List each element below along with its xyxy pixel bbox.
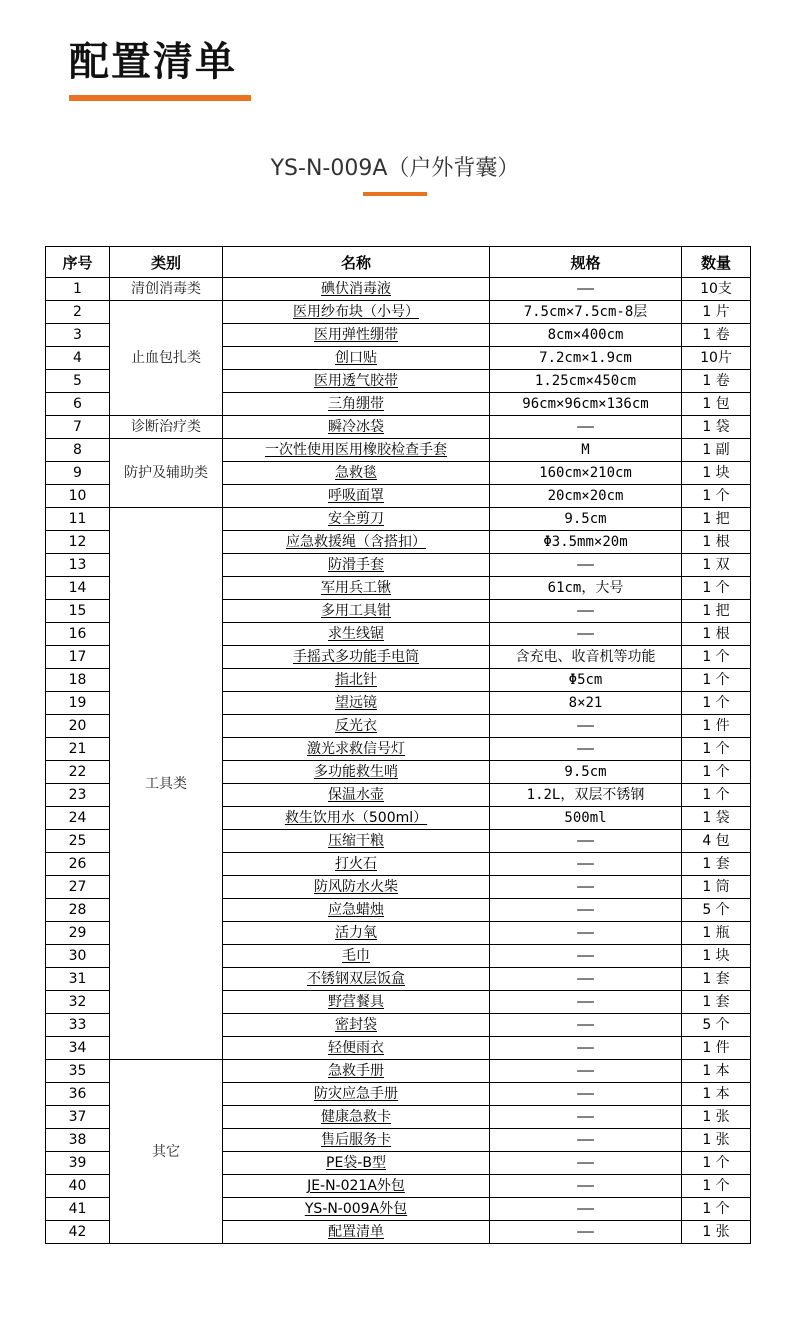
- item-spec: 7.5cm×7.5cm-8层: [490, 301, 682, 324]
- item-name: 多功能救生哨: [223, 761, 490, 784]
- item-quantity: 1 袋: [682, 416, 751, 439]
- item-quantity: 10支: [682, 278, 751, 301]
- row-index: 40: [46, 1175, 110, 1198]
- item-name: 防灾应急手册: [223, 1083, 490, 1106]
- item-name: 医用纱布块（小号）: [223, 301, 490, 324]
- item-spec: ——: [490, 416, 682, 439]
- item-name: 安全剪刀: [223, 508, 490, 531]
- row-index: 2: [46, 301, 110, 324]
- item-quantity: 1 卷: [682, 370, 751, 393]
- item-spec: 8×21: [490, 692, 682, 715]
- row-index: 34: [46, 1037, 110, 1060]
- table-row: [46, 301, 751, 324]
- item-spec: ——: [490, 830, 682, 853]
- row-index: 12: [46, 531, 110, 554]
- item-name: 呼吸面罩: [223, 485, 490, 508]
- item-name: 创口贴: [223, 347, 490, 370]
- item-spec: ——: [490, 876, 682, 899]
- row-index: 42: [46, 1221, 110, 1244]
- item-quantity: 1 包: [682, 393, 751, 416]
- item-spec: ——: [490, 623, 682, 646]
- item-quantity: 1 把: [682, 600, 751, 623]
- row-index: 36: [46, 1083, 110, 1106]
- item-quantity: 1 瓶: [682, 922, 751, 945]
- category-cell: 清创消毒类: [110, 278, 223, 301]
- item-name: 应急蜡烛: [223, 899, 490, 922]
- item-quantity: 1 个: [682, 738, 751, 761]
- table-row: [46, 508, 751, 531]
- item-name: 求生线锯: [223, 623, 490, 646]
- row-index: 14: [46, 577, 110, 600]
- product-subtitle: YS-N-009A（户外背囊）: [270, 156, 520, 181]
- row-index: 28: [46, 899, 110, 922]
- item-quantity: 1 本: [682, 1060, 751, 1083]
- item-quantity: 5 个: [682, 899, 751, 922]
- row-index: 33: [46, 1014, 110, 1037]
- item-name: 健康急救卡: [223, 1106, 490, 1129]
- item-quantity: 1 个: [682, 669, 751, 692]
- item-quantity: 1 个: [682, 784, 751, 807]
- item-name: 医用透气胶带: [223, 370, 490, 393]
- item-quantity: 1 张: [682, 1106, 751, 1129]
- header-name: 名称: [223, 247, 490, 278]
- item-name: 应急救援绳（含搭扣）: [223, 531, 490, 554]
- header-spec: 规格: [490, 247, 682, 278]
- item-spec: 8cm×400cm: [490, 324, 682, 347]
- item-spec: ——: [490, 991, 682, 1014]
- item-quantity: 1 个: [682, 761, 751, 784]
- row-index: 3: [46, 324, 110, 347]
- item-name: 打火石: [223, 853, 490, 876]
- item-spec: 500ml: [490, 807, 682, 830]
- item-name: 急救手册: [223, 1060, 490, 1083]
- item-name: 活力氧: [223, 922, 490, 945]
- subtitle-underline: [363, 192, 427, 196]
- item-name: 指北针: [223, 669, 490, 692]
- row-index: 26: [46, 853, 110, 876]
- row-index: 17: [46, 646, 110, 669]
- row-index: 11: [46, 508, 110, 531]
- item-spec: 20cm×20cm: [490, 485, 682, 508]
- item-quantity: 1 袋: [682, 807, 751, 830]
- table-row: [46, 416, 751, 439]
- item-quantity: 10片: [682, 347, 751, 370]
- row-index: 25: [46, 830, 110, 853]
- item-spec: ——: [490, 1060, 682, 1083]
- row-index: 6: [46, 393, 110, 416]
- item-quantity: 1 个: [682, 646, 751, 669]
- item-spec: ——: [490, 1037, 682, 1060]
- item-quantity: 5 个: [682, 1014, 751, 1037]
- item-spec: ——: [490, 1175, 682, 1198]
- row-index: 27: [46, 876, 110, 899]
- item-spec: Φ3.5mm×20m: [490, 531, 682, 554]
- item-quantity: 1 个: [682, 485, 751, 508]
- item-spec: ——: [490, 899, 682, 922]
- item-quantity: 1 副: [682, 439, 751, 462]
- item-quantity: 1 件: [682, 715, 751, 738]
- item-quantity: 1 本: [682, 1083, 751, 1106]
- item-spec: 7.2cm×1.9cm: [490, 347, 682, 370]
- item-spec: 96cm×96cm×136cm: [490, 393, 682, 416]
- item-name: 望远镜: [223, 692, 490, 715]
- category-cell: 诊断治疗类: [110, 416, 223, 439]
- category-cell: 止血包扎类: [110, 301, 223, 416]
- item-spec: 1.25cm×450cm: [490, 370, 682, 393]
- row-index: 4: [46, 347, 110, 370]
- item-name: 一次性使用医用橡胶检查手套: [223, 439, 490, 462]
- item-quantity: 1 张: [682, 1129, 751, 1152]
- item-quantity: 1 个: [682, 577, 751, 600]
- item-name: 三角绷带: [223, 393, 490, 416]
- header-category: 类别: [110, 247, 223, 278]
- item-name: 轻便雨衣: [223, 1037, 490, 1060]
- item-spec: 61cm，大号: [490, 577, 682, 600]
- item-name: 压缩干粮: [223, 830, 490, 853]
- row-index: 39: [46, 1152, 110, 1175]
- table-body: [46, 278, 751, 1244]
- row-index: 41: [46, 1198, 110, 1221]
- item-spec: ——: [490, 1106, 682, 1129]
- item-spec: 含充电、收音机等功能: [490, 646, 682, 669]
- row-index: 9: [46, 462, 110, 485]
- category-cell: 其它: [110, 1060, 223, 1244]
- item-spec: 1.2L，双层不锈钢: [490, 784, 682, 807]
- item-quantity: 1 双: [682, 554, 751, 577]
- item-name: 毛巾: [223, 945, 490, 968]
- page-title: 配置清单: [69, 39, 237, 85]
- item-quantity: 1 件: [682, 1037, 751, 1060]
- row-index: 21: [46, 738, 110, 761]
- item-quantity: 1 个: [682, 692, 751, 715]
- header-index: 序号: [46, 247, 110, 278]
- header-quantity: 数量: [682, 247, 751, 278]
- item-spec: ——: [490, 1152, 682, 1175]
- row-index: 23: [46, 784, 110, 807]
- item-spec: M: [490, 439, 682, 462]
- row-index: 31: [46, 968, 110, 991]
- row-index: 19: [46, 692, 110, 715]
- table-header-row: [46, 247, 751, 278]
- table-row: [46, 278, 751, 301]
- table-row: [46, 1060, 751, 1083]
- item-name: JE-N-021A外包: [223, 1175, 490, 1198]
- row-index: 18: [46, 669, 110, 692]
- item-name: 医用弹性绷带: [223, 324, 490, 347]
- item-spec: ——: [490, 1014, 682, 1037]
- item-name: 配置清单: [223, 1221, 490, 1244]
- row-index: 15: [46, 600, 110, 623]
- row-index: 7: [46, 416, 110, 439]
- row-index: 16: [46, 623, 110, 646]
- item-spec: ——: [490, 278, 682, 301]
- item-quantity: 1 根: [682, 531, 751, 554]
- item-quantity: 1 片: [682, 301, 751, 324]
- row-index: 20: [46, 715, 110, 738]
- item-name: 激光求救信号灯: [223, 738, 490, 761]
- item-quantity: 1 个: [682, 1198, 751, 1221]
- item-spec: Φ5cm: [490, 669, 682, 692]
- item-name: 保温水壶: [223, 784, 490, 807]
- item-spec: ——: [490, 853, 682, 876]
- item-spec: ——: [490, 922, 682, 945]
- item-spec: ——: [490, 554, 682, 577]
- item-quantity: 1 块: [682, 462, 751, 485]
- row-index: 29: [46, 922, 110, 945]
- item-spec: ——: [490, 1129, 682, 1152]
- item-spec: 9.5cm: [490, 508, 682, 531]
- item-name: 不锈钢双层饭盒: [223, 968, 490, 991]
- item-quantity: 1 套: [682, 968, 751, 991]
- item-name: 救生饮用水（500ml）: [223, 807, 490, 830]
- item-spec: ——: [490, 945, 682, 968]
- item-spec: ——: [490, 1198, 682, 1221]
- item-quantity: 1 筒: [682, 876, 751, 899]
- row-index: 30: [46, 945, 110, 968]
- item-name: 碘伏消毒液: [223, 278, 490, 301]
- item-quantity: 1 块: [682, 945, 751, 968]
- item-quantity: 1 套: [682, 991, 751, 1014]
- item-quantity: 1 套: [682, 853, 751, 876]
- row-index: 5: [46, 370, 110, 393]
- title-underline: [69, 95, 251, 101]
- row-index: 24: [46, 807, 110, 830]
- table-row: [46, 439, 751, 462]
- item-name: 军用兵工锹: [223, 577, 490, 600]
- row-index: 32: [46, 991, 110, 1014]
- item-quantity: 1 张: [682, 1221, 751, 1244]
- item-quantity: 1 卷: [682, 324, 751, 347]
- category-cell: 防护及辅助类: [110, 439, 223, 508]
- row-index: 8: [46, 439, 110, 462]
- item-name: 反光衣: [223, 715, 490, 738]
- item-quantity: 4 包: [682, 830, 751, 853]
- item-name: 防滑手套: [223, 554, 490, 577]
- item-name: 多用工具钳: [223, 600, 490, 623]
- item-name: 密封袋: [223, 1014, 490, 1037]
- item-spec: 9.5cm: [490, 761, 682, 784]
- item-name: YS-N-009A外包: [223, 1198, 490, 1221]
- item-name: 手摇式多功能手电筒: [223, 646, 490, 669]
- item-quantity: 1 根: [682, 623, 751, 646]
- config-table: [45, 246, 751, 1244]
- item-name: 防风防水火柴: [223, 876, 490, 899]
- item-name: 野营餐具: [223, 991, 490, 1014]
- item-quantity: 1 个: [682, 1175, 751, 1198]
- category-cell: 工具类: [110, 508, 223, 1060]
- item-spec: ——: [490, 738, 682, 761]
- item-quantity: 1 把: [682, 508, 751, 531]
- item-name: PE袋-B型: [223, 1152, 490, 1175]
- row-index: 1: [46, 278, 110, 301]
- row-index: 13: [46, 554, 110, 577]
- item-spec: ——: [490, 600, 682, 623]
- row-index: 37: [46, 1106, 110, 1129]
- item-spec: ——: [490, 968, 682, 991]
- item-spec: ——: [490, 715, 682, 738]
- item-name: 售后服务卡: [223, 1129, 490, 1152]
- item-spec: ——: [490, 1221, 682, 1244]
- item-spec: 160cm×210cm: [490, 462, 682, 485]
- row-index: 22: [46, 761, 110, 784]
- item-name: 瞬冷冰袋: [223, 416, 490, 439]
- row-index: 35: [46, 1060, 110, 1083]
- item-spec: ——: [490, 1083, 682, 1106]
- row-index: 10: [46, 485, 110, 508]
- row-index: 38: [46, 1129, 110, 1152]
- item-name: 急救毯: [223, 462, 490, 485]
- item-quantity: 1 个: [682, 1152, 751, 1175]
